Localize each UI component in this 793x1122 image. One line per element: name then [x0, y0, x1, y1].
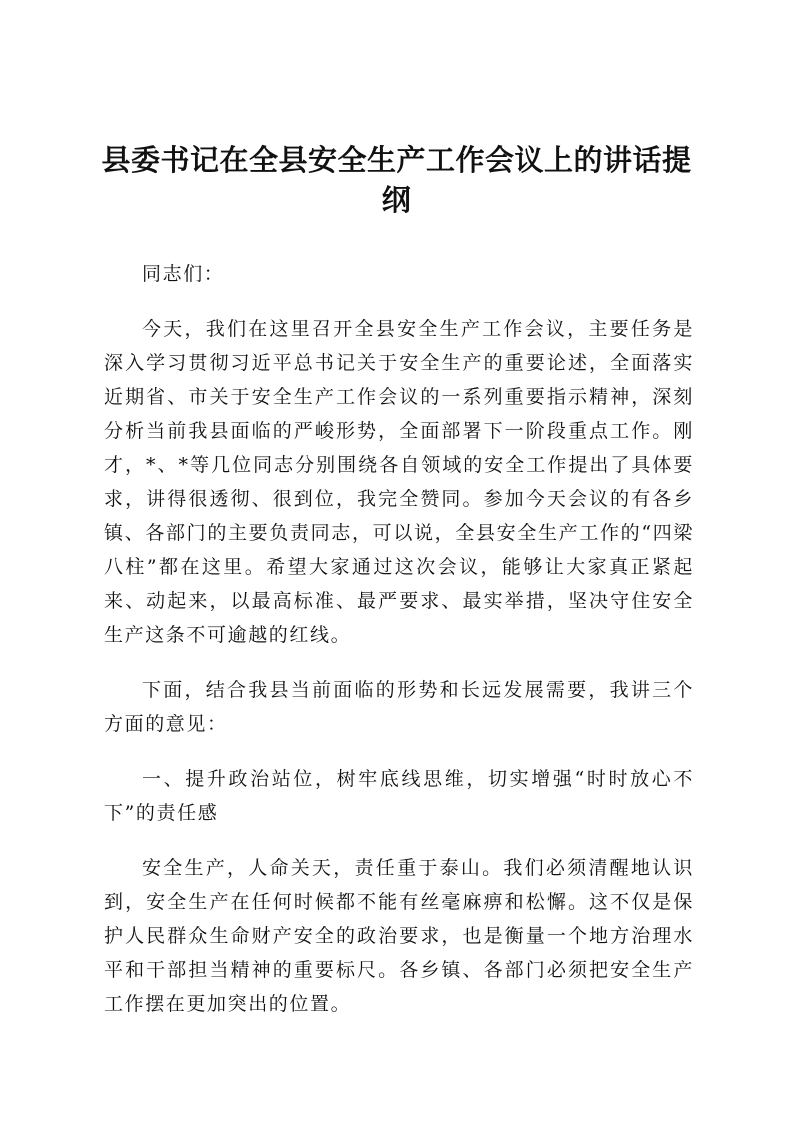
section-heading-1: 一、提升政治站位，树牢底线思维，切实增强“时时放心不下”的责任感	[104, 768, 694, 824]
salutation-paragraph: 同志们：	[142, 263, 225, 285]
document-title: 县委书记在全县安全生产工作会议上的讲话提纲	[101, 143, 692, 217]
section-1-paragraph: 安全生产，人命关天，责任重于泰山。我们必须清醒地认识到，安全生产在任何时候都不能有丝毫麻痹和松懈。这不仅是保护人民群众生命财产安全的政治要求，也是衡量一个地方治理水平和干部担当精神的重要标尺。各乡镇、各部门必须把安全生产工作摆在更加突出的位置。	[104, 857, 694, 1015]
document-body	[104, 257, 694, 1042]
outline-intro-paragraph: 下面，结合我县当前面临的形势和长远发展需要，我讲三个方面的意见：	[104, 679, 694, 735]
opening-paragraph: 今天，我们在这里召开全县安全生产工作会议，主要任务是深入学习贯彻习近平总书记关于安全生产的重要论述，全面落实近期省、市关于安全生产工作会议的一系列重要指示精神，深刻分析当前我县面临的严峻形势，全面部署下一阶段重点工作。刚才，*、*等几位同志分别围绕各自领域的安全工作提出了具体要求，讲得很透彻、很到位，我完全赞同。参加今天会议的有各乡镇、各部门的主要负责同志，可以说，全县安全生产工作的“四梁八柱”都在这里。希望大家通过这次会议，能够让大家真正紧起来、动起来，以最高标准、最严要求、最实举措，坚决守住安全生产这条不可逾越的红线。	[104, 318, 694, 646]
